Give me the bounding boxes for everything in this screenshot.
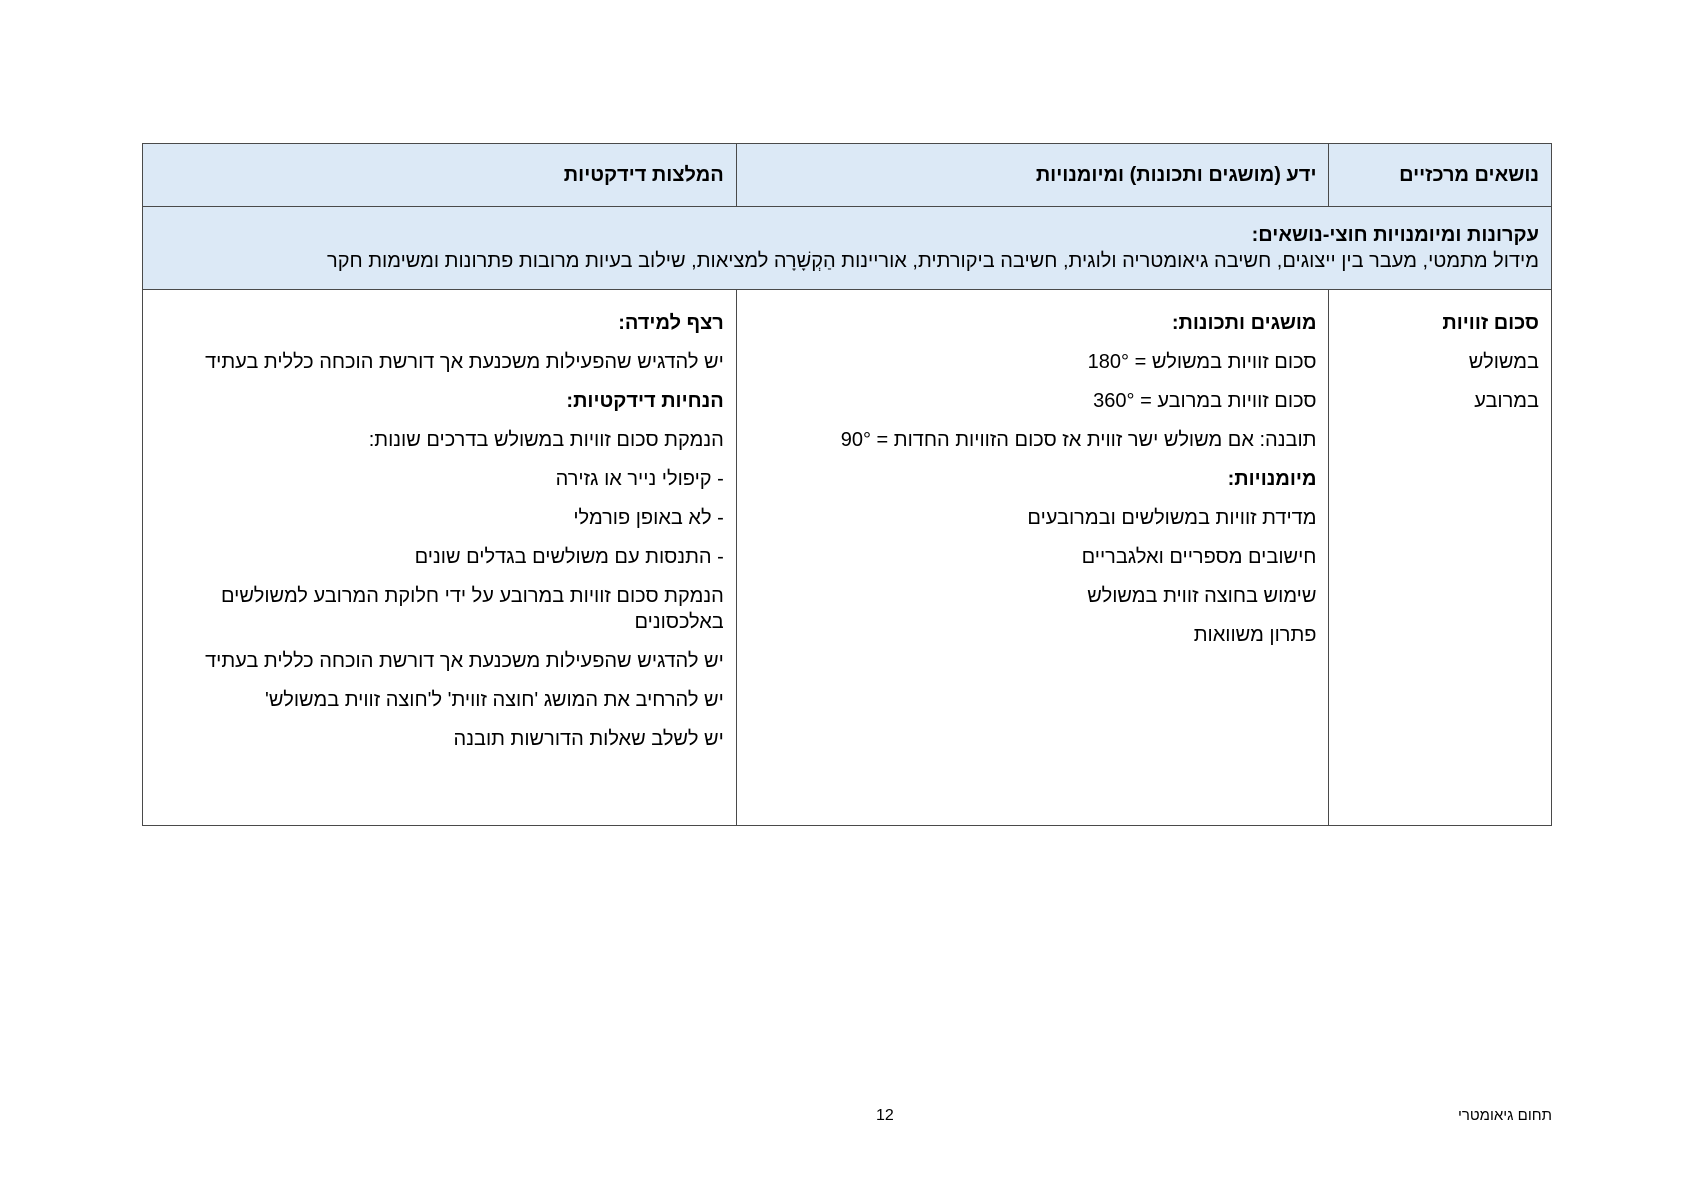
content-row: [143, 290, 1552, 826]
guideline-item: יש להדגיש שהפעילות משכנעת אך דורשת הוכחה כללית בעתיד: [205, 650, 724, 672]
guidelines-title: הנחיות דידקטיות:: [566, 390, 724, 412]
knowledge-cell: [736, 290, 1329, 826]
skill-item: חישובים מספריים ואלגבריים: [1081, 546, 1317, 568]
table-header-row: [143, 144, 1552, 207]
cross-topics-row: [143, 207, 1552, 290]
skills-title: מיומנויות:: [1227, 468, 1317, 490]
header-didactic-recommendations: המלצות דידקטיות: [143, 144, 737, 207]
guideline-item: יש לשלב שאלות הדורשות תובנה: [453, 728, 724, 750]
concept-item: סכום זוויות במרובע = 360°: [1093, 390, 1317, 412]
guideline-item: יש להרחיב את המושג 'חוצה זווית' ל'חוצה זווית במשולש': [265, 689, 724, 711]
guideline-item: הנמקת סכום זוויות במשולש בדרכים שונות:: [368, 429, 724, 451]
topics-cell: [1329, 290, 1552, 826]
sequence-text: יש להדגיש שהפעילות משכנעת אך דורשת הוכחה כללית בעתיד: [205, 351, 724, 373]
concept-item: תובנה: אם משולש ישר זווית אז סכום הזוויות החדות = 90°: [840, 429, 1317, 451]
topic-title: סכום זוויות: [1442, 312, 1539, 334]
topic-item: במרובע: [1474, 390, 1539, 412]
sequence-title: רצף למידה:: [618, 312, 724, 334]
header-main-topics: נושאים מרכזיים: [1329, 144, 1552, 207]
concept-item: סכום זוויות במשולש = 180°: [1087, 351, 1317, 373]
header-knowledge-skills: ידע (מושגים ותכונות) ומיומנויות: [736, 144, 1329, 207]
topic-item: במשולש: [1468, 351, 1539, 373]
skill-item: פתרון משוואות: [1193, 624, 1317, 646]
footer-domain-label: תחום גיאומטרי: [1457, 1107, 1552, 1124]
concepts-title: מושגים ותכונות:: [1171, 312, 1317, 334]
guideline-item: הנמקת סכום זוויות במרובע על ידי חלוקת המרובע למשולשים באלכסונים: [221, 585, 724, 633]
cross-topics-text: מידול מתמטי, מעבר בין ייצוגים, חשיבה גיאומטריה ולוגית, חשיבה ביקורתית, אוריינות הַקְשָׁרָה למציאות, שילוב בעיות מרובות פתרונות ומשימות חקר: [327, 250, 1539, 272]
didactic-cell: [143, 290, 737, 826]
curriculum-table: [142, 143, 1552, 826]
guideline-item: - התנסות עם משולשים בגדלים שונים: [414, 546, 724, 568]
page-number: 12: [876, 1107, 894, 1124]
skill-item: שימוש בחוצה זווית במשולש: [1087, 585, 1317, 607]
skill-item: מדידת זוויות במשולשים ובמרובעים: [1027, 507, 1317, 529]
guideline-item: - לא באופן פורמלי: [573, 507, 724, 529]
cross-topics-title: עקרונות ומיומנויות חוצי-נושאים:: [1251, 224, 1539, 246]
cross-topics-cell: [143, 207, 1552, 290]
guideline-item: - קיפולי נייר או גזירה: [555, 468, 724, 490]
